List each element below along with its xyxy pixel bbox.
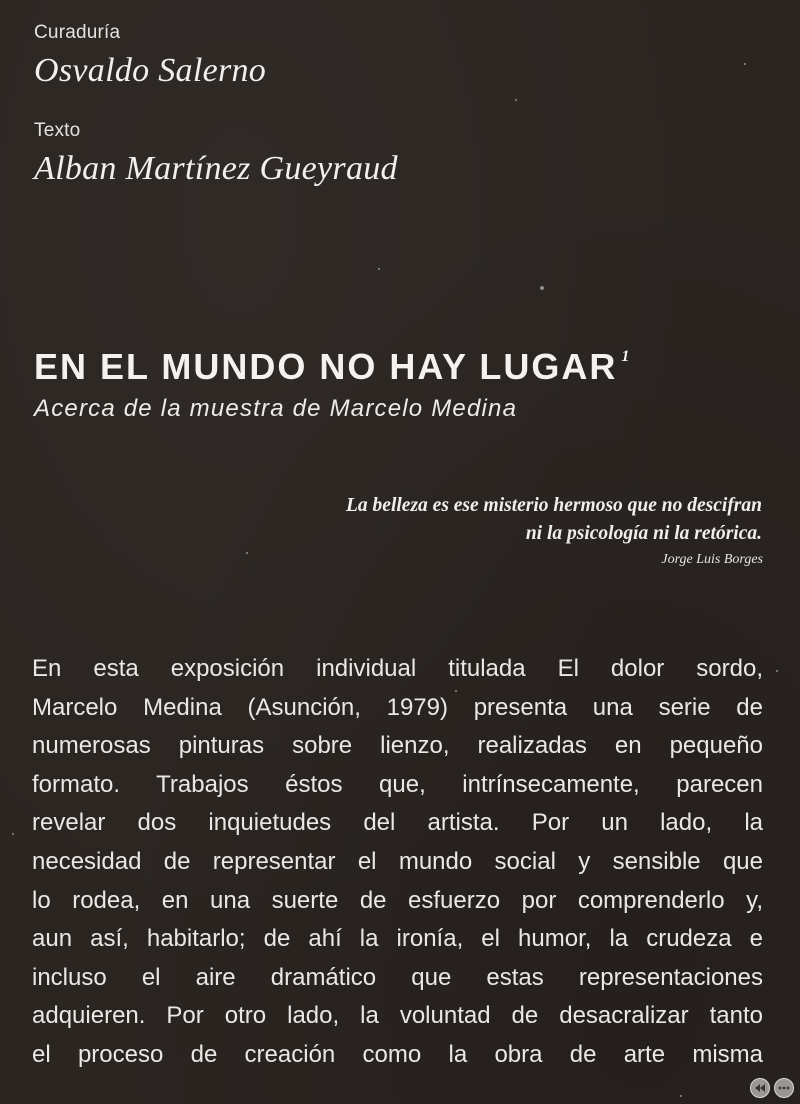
dust-speck — [776, 670, 778, 672]
more-icon-glyph — [778, 1086, 790, 1090]
curator-name: Osvaldo Salerno — [34, 52, 267, 89]
dust-speck — [680, 1095, 682, 1097]
dust-speck — [12, 833, 14, 835]
dust-speck — [246, 552, 248, 554]
body-line: el proceso de creación como la obra de arte misma — [32, 1040, 763, 1068]
text-label: Texto — [34, 120, 81, 141]
body-line: En esta exposición individual titulada El dolor sordo, — [32, 655, 763, 682]
body-line: revelar dos inquietudes del artista. Por un lado, la — [32, 809, 763, 837]
body-paragraph — [32, 650, 763, 1075]
epigraph-author: Jorge Luis Borges — [661, 552, 763, 567]
body-line: incluso el aire dramático que estas representaciones — [32, 963, 763, 991]
epigraph-line: La belleza es ese misterio hermoso que no descifran — [346, 495, 762, 516]
article-title — [34, 346, 629, 388]
body-line: aun así, habitarlo; de ahí la ironía, el humor, la crudeza e — [32, 925, 763, 953]
title-footnote-marker: 1 — [621, 348, 630, 365]
dust-speck — [378, 268, 380, 270]
more-icon[interactable] — [774, 1078, 794, 1098]
rewind-icon-glyph — [754, 1083, 766, 1093]
dust-speck — [744, 63, 746, 65]
body-line: necesidad de representar el mundo social y sensible que — [32, 847, 763, 875]
epigraph-quote — [162, 492, 762, 548]
dust-speck — [540, 286, 544, 290]
body-line: adquieren. Por otro lado, la voluntad de desacralizar tanto — [32, 1002, 763, 1030]
article-subtitle: Acerca de la muestra de Marcelo Medina — [34, 395, 518, 422]
curator-label: Curaduría — [34, 22, 121, 43]
viewer-controls — [750, 1078, 794, 1098]
body-line: formato. Trabajos éstos que, intrínsecamente, parecen — [32, 770, 763, 798]
body-line: numerosas pinturas sobre lienzo, realizadas en pequeño — [32, 732, 763, 760]
article-title-text: EN EL MUNDO NO HAY LUGAR — [34, 346, 618, 387]
epigraph-line: ni la psicología ni la retórica. — [525, 523, 762, 544]
body-line: Marcelo Medina (Asunción, 1979) presenta una serie de — [32, 693, 763, 721]
rewind-icon[interactable] — [750, 1078, 770, 1098]
dust-speck — [515, 99, 517, 101]
body-line: lo rodea, en una suerte de esfuerzo por comprenderlo y, — [32, 886, 763, 914]
text-author-name: Alban Martínez Gueyraud — [34, 150, 398, 187]
